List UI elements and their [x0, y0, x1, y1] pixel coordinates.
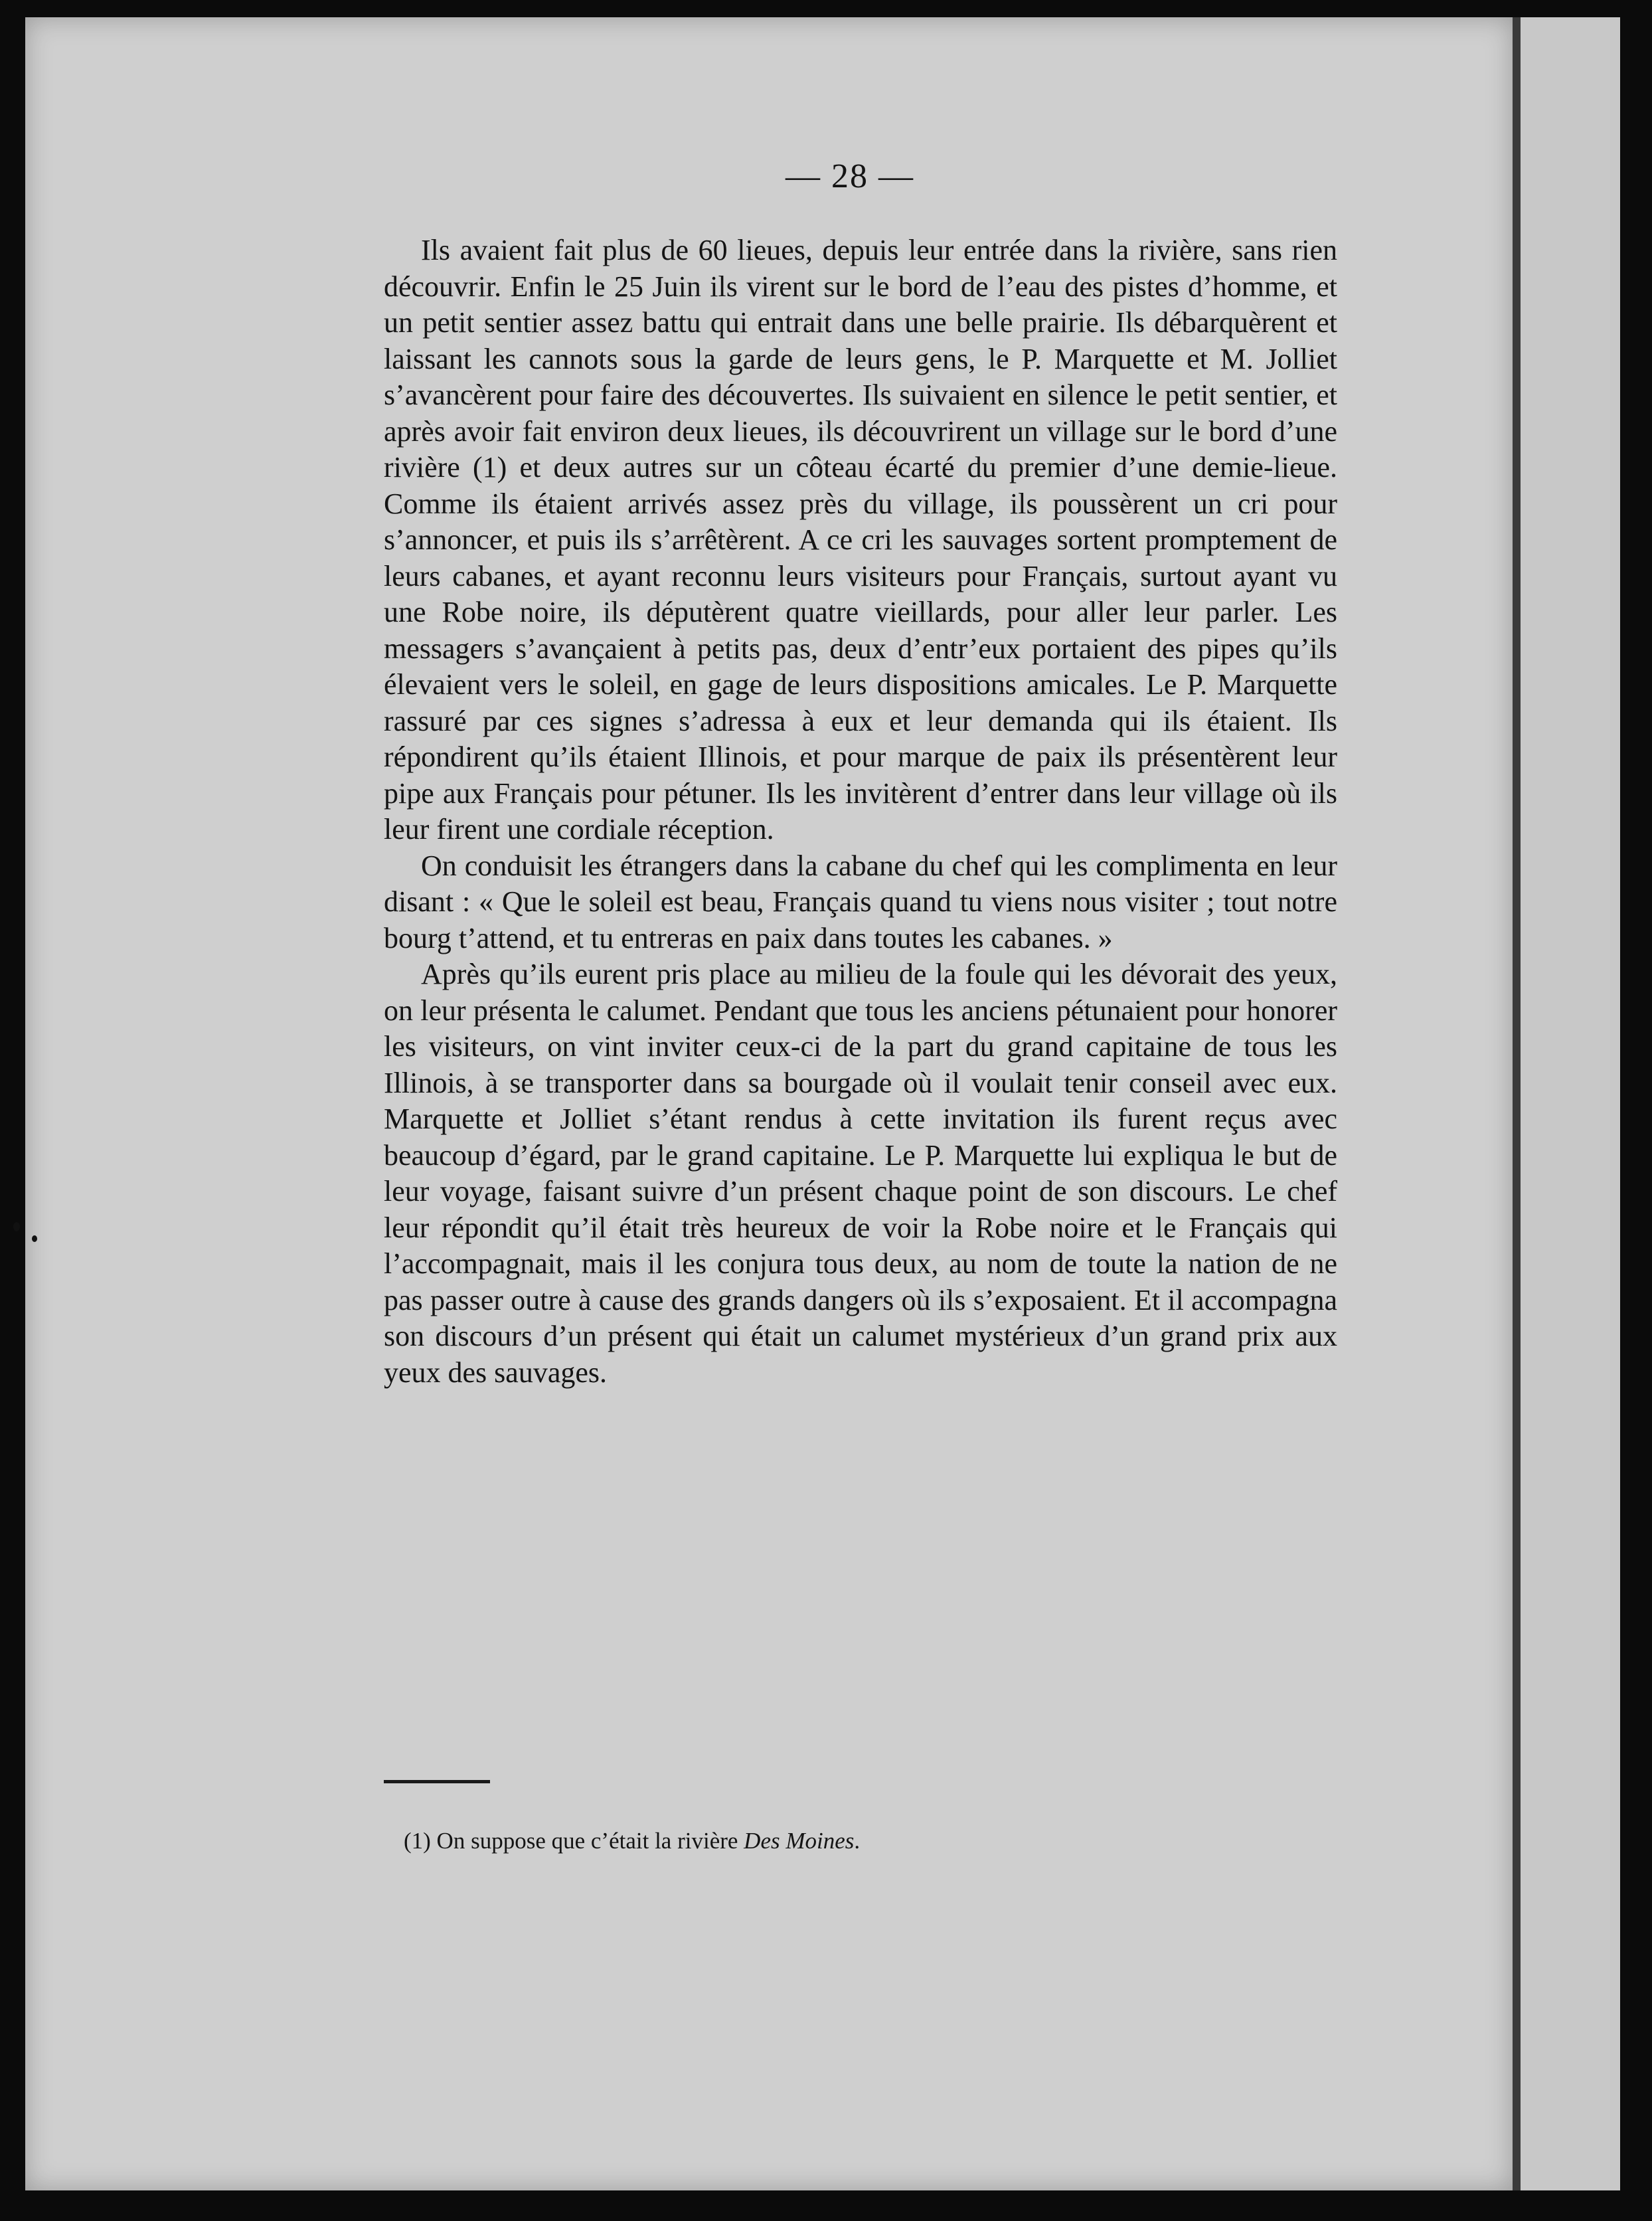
page-gutter	[1513, 17, 1521, 2190]
footnote-rule	[384, 1780, 490, 1783]
scan-speck	[13, 1222, 20, 1231]
footnote	[404, 1828, 1333, 1854]
footnote-end: .	[854, 1828, 861, 1854]
footnote-italic: Des Moines	[744, 1828, 855, 1854]
paragraph-1: Ils avaient fait plus de 60 lieues, depuis leur entrée dans la rivière, sans rien découvrir. Enfin le 25 Juin ils virent sur le bord de l’eau des pistes d’homme, et un petit sentier assez battu qui entrait dans une belle prairie. Ils débarquèrent et laissant les cannots sous la garde de leurs gens, le P. Marquette et M. Jolliet s’avancèrent pour faire des découvertes. Ils suivaient en silence le petit sentier, et après avoir fait environ deux lieues, ils découvrirent un village sur le bord d’une rivière (1) et deux autres sur un côteau écarté du premier d’une demie-lieue. Comme ils étaient arrivés assez près du village, ils poussèrent un cri pour s’annoncer, et puis ils s’arrêtèrent. A ce cri les sauvages sortent promptement de leurs cabanes, et ayant reconnu leurs visiteurs pour Français, surtout ayant vu une Robe noire, ils députèrent quatre vieillards, pour aller leur parler. Les messagers s’avançaient à petits pas, deux d’entr’eux portaient des pipes qu’ils élevaient vers le soleil, en gage de leurs dispositions amicales. Le P. Marquette rassuré par ces signes s’adressa à eux et leur demanda qui ils étaient. Ils répondirent qu’ils étaient Illinois, et pour marque de paix ils présentèrent leur pipe aux Français pour pétuner. Ils les invitèrent d’entrer dans leur village où ils leur firent une cordiale réception.	[384, 234, 1337, 845]
page-number: — 28 —	[785, 157, 914, 195]
adjacent-page-edge	[1521, 17, 1620, 2190]
paragraph-3: Après qu’ils eurent pris place au milieu de la foule qui les dévorait des yeux, on leur présenta le calumet. Pendant que tous les anciens pétunaient pour honorer les visiteurs, on vint inviter ceux-ci de la part du grand capitaine de tous les Illinois, à se transporter dans sa bourgade où il voulait tenir conseil avec eux. Marquette et Jolliet s’étant rendus à cette invitation ils furent reçus avec beaucoup d’égard, par le grand capitaine. Le P. Marquette lui expliqua le but de leur voyage, faisant suivre d’un présent chaque point de son discours. Le chef leur répondit qu’il était très heureux de voir la Robe noire et le Français qui l’accompagnait, mais il les conjura tous deux, au nom de toute la nation de ne pas passer outre à cause des grands dangers où ils s’exposaient. Et il accompagna son discours d’un présent qui était un calumet mystérieux d’un grand prix aux yeux des sauvages.	[384, 958, 1337, 1389]
paragraph-2: On conduisit les étrangers dans la cabane du chef qui les complimenta en leur disant : « Que le soleil est beau, Français quand tu viens nous visiter ; tout notre bourg t’attend, et tu entreras en paix dans toutes les cabanes. »	[384, 849, 1337, 954]
body-text	[384, 232, 1337, 1391]
footnote-text: (1) On suppose que c’était la rivière	[404, 1828, 744, 1854]
scan-speck	[32, 1235, 37, 1242]
